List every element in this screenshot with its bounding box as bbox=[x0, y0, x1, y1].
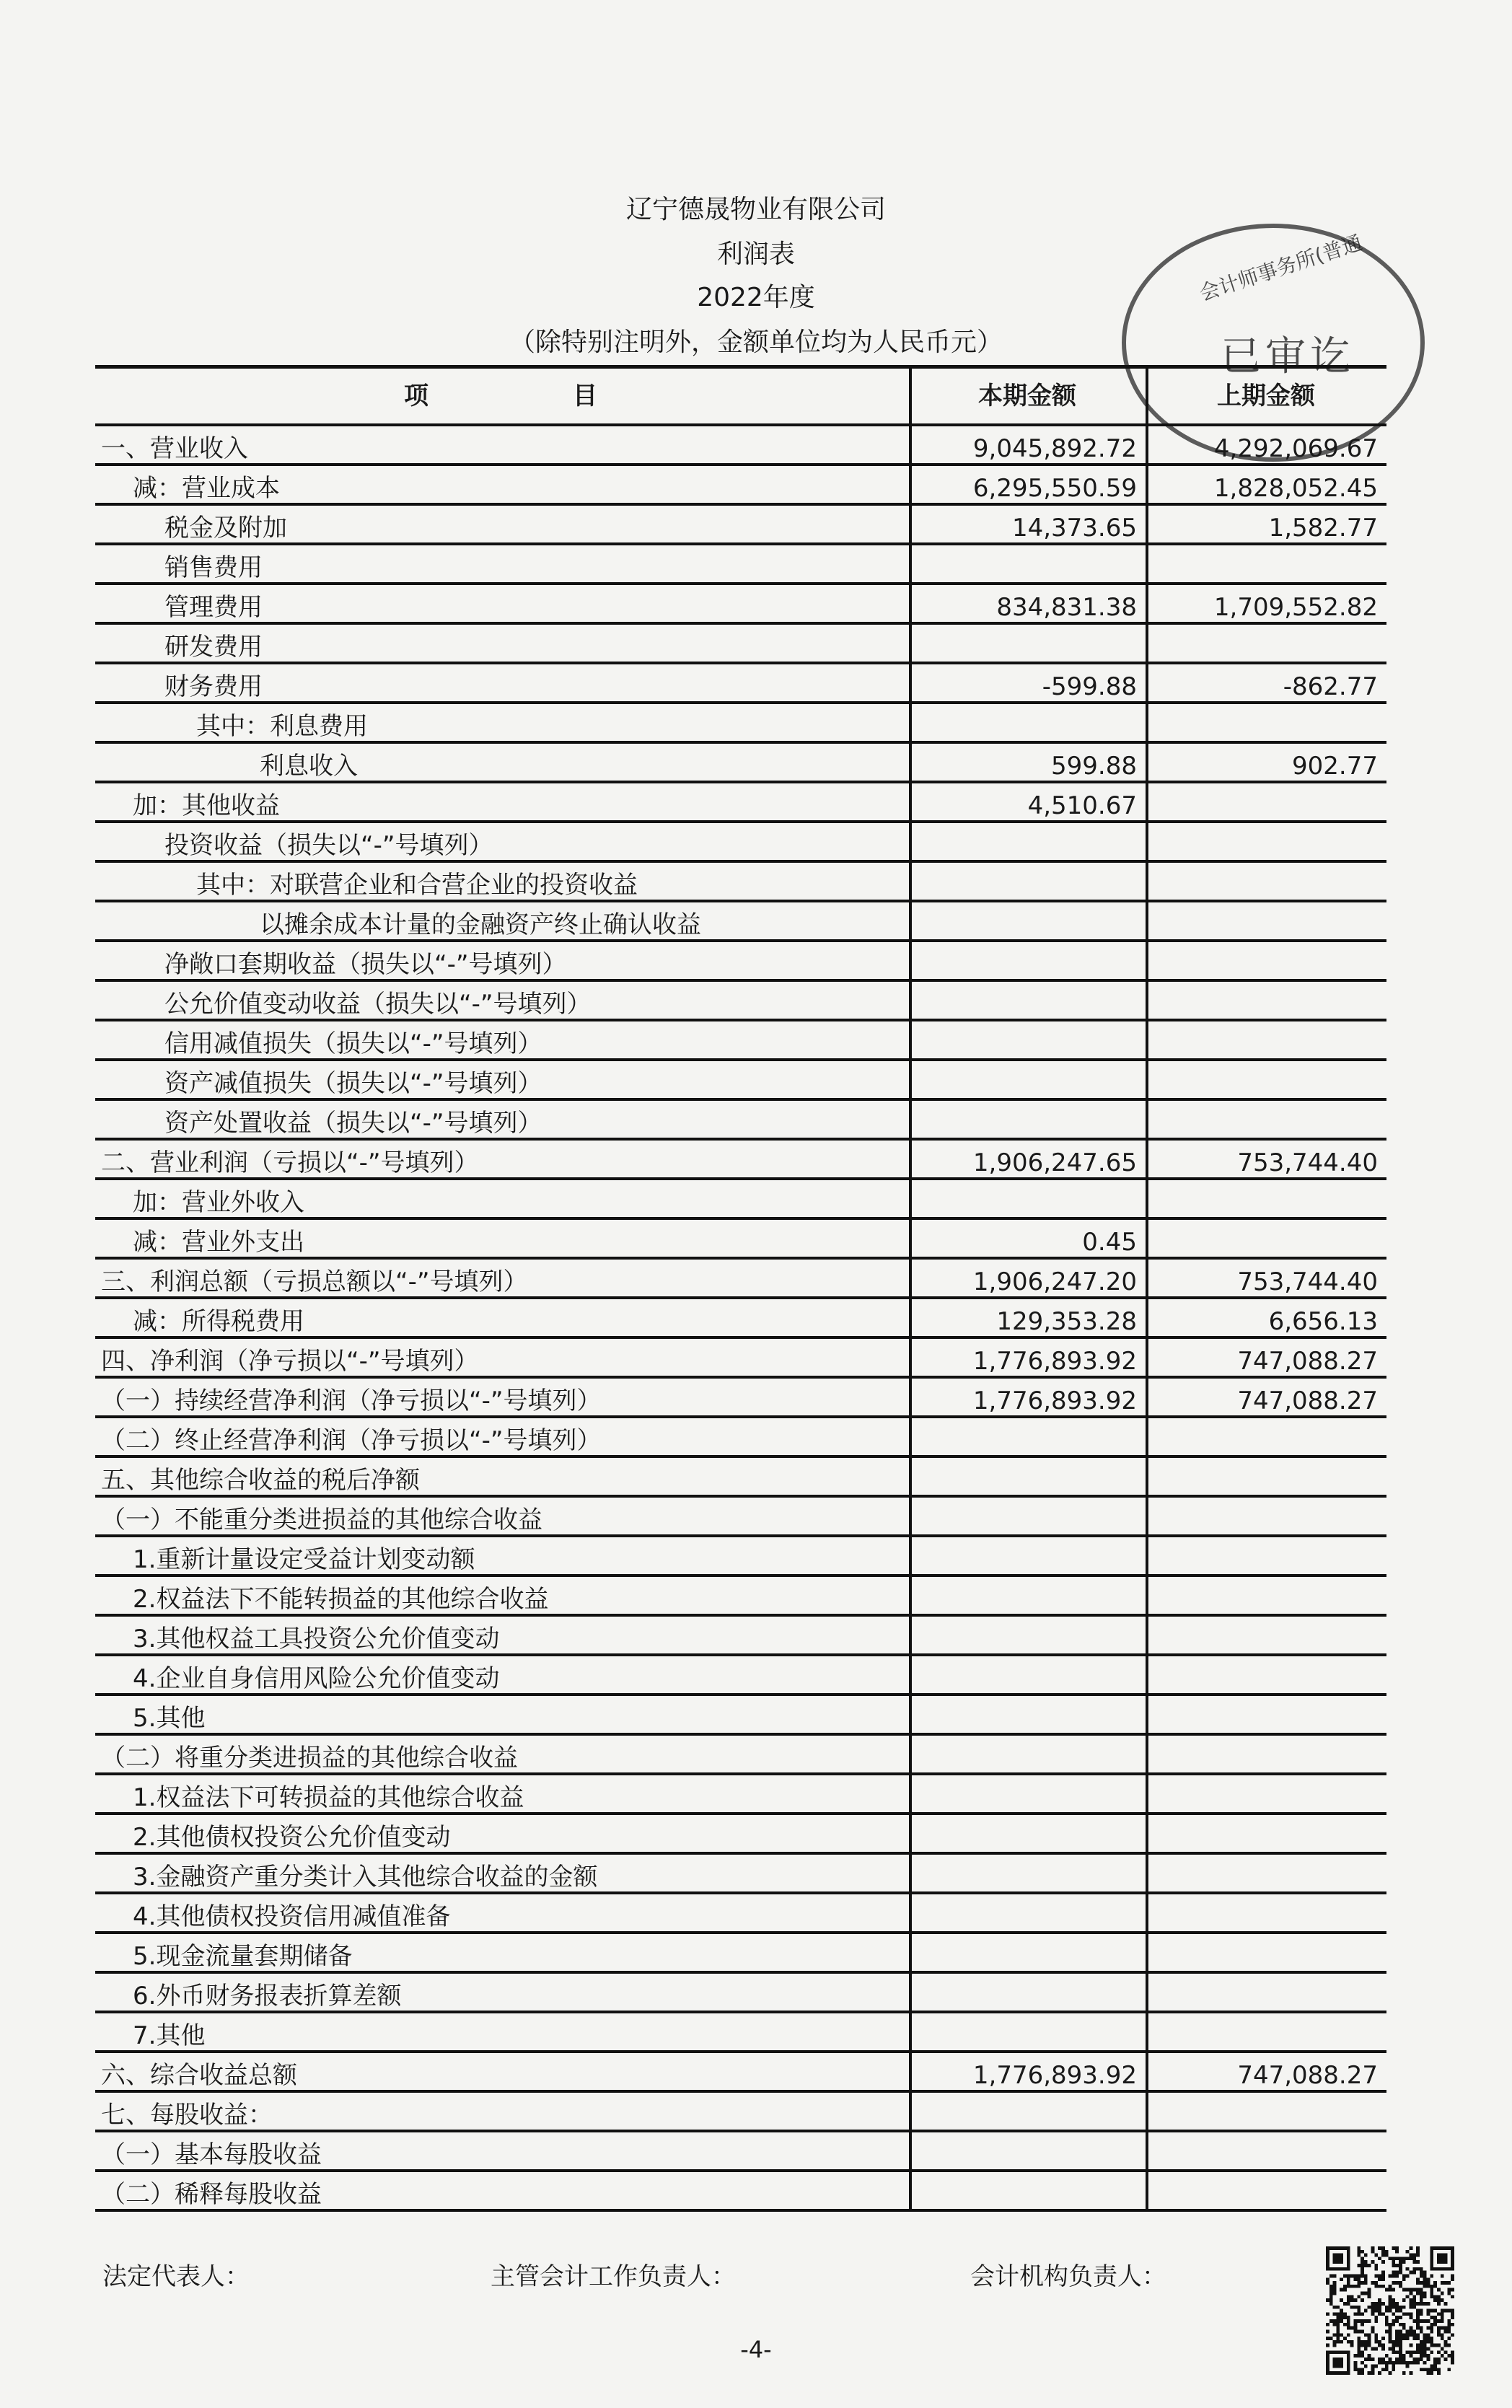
row-previous-amount bbox=[1147, 1695, 1386, 1734]
row-current-amount bbox=[910, 1972, 1147, 2012]
table-row bbox=[95, 1218, 1386, 1258]
table-row bbox=[95, 1774, 1386, 1814]
row-previous-amount bbox=[1147, 2131, 1386, 2171]
table-row bbox=[95, 1179, 1386, 1218]
row-current-amount bbox=[910, 2012, 1147, 2052]
row-current-amount bbox=[910, 1853, 1147, 1893]
row-current-amount bbox=[910, 1020, 1147, 1060]
row-current-amount: 14,373.65 bbox=[910, 504, 1147, 544]
row-label: 资产减值损失（损失以“-”号填列） bbox=[95, 1060, 910, 1099]
row-previous-amount bbox=[1147, 1774, 1386, 1814]
table-row bbox=[95, 703, 1386, 742]
row-label: （一）不能重分类进损益的其他综合收益 bbox=[95, 1496, 910, 1536]
row-current-amount: 6,295,550.59 bbox=[910, 465, 1147, 504]
table-row bbox=[95, 1814, 1386, 1853]
row-previous-amount bbox=[1147, 901, 1386, 941]
table-row bbox=[95, 1933, 1386, 1972]
row-current-amount: 1,776,893.92 bbox=[910, 2052, 1147, 2091]
row-previous-amount: 753,744.40 bbox=[1147, 1258, 1386, 1298]
table-row bbox=[95, 1496, 1386, 1536]
row-label: 七、每股收益： bbox=[95, 2091, 910, 2131]
row-current-amount bbox=[910, 703, 1147, 742]
row-label: 公允价值变动收益（损失以“-”号填列） bbox=[95, 980, 910, 1020]
table-row bbox=[95, 584, 1386, 623]
header-item-a: 项 bbox=[404, 381, 428, 410]
row-current-amount: 834,831.38 bbox=[910, 584, 1147, 623]
table-row bbox=[95, 1258, 1386, 1298]
row-current-amount bbox=[910, 901, 1147, 941]
row-label: 四、净利润（净亏损以“-”号填列） bbox=[95, 1337, 910, 1377]
row-label: 税金及附加 bbox=[95, 504, 910, 544]
row-label: 3.金融资产重分类计入其他综合收益的金额 bbox=[95, 1853, 910, 1893]
table-row bbox=[95, 980, 1386, 1020]
row-previous-amount: 753,744.40 bbox=[1147, 1139, 1386, 1179]
legal-representative-label: 法定代表人： bbox=[102, 2262, 250, 2291]
row-label: 其中：利息费用 bbox=[95, 703, 910, 742]
row-current-amount: 4,510.67 bbox=[910, 782, 1147, 822]
table-row bbox=[95, 2012, 1386, 2052]
row-previous-amount bbox=[1147, 1496, 1386, 1536]
table-row bbox=[95, 623, 1386, 663]
row-previous-amount bbox=[1147, 2012, 1386, 2052]
table-row bbox=[95, 1020, 1386, 1060]
row-current-amount bbox=[910, 1536, 1147, 1576]
row-label: 2.其他债权投资公允价值变动 bbox=[95, 1814, 910, 1853]
row-previous-amount bbox=[1147, 782, 1386, 822]
row-current-amount bbox=[910, 980, 1147, 1020]
table-row bbox=[95, 1695, 1386, 1734]
row-label: 净敞口套期收益（损失以“-”号填列） bbox=[95, 941, 910, 980]
table-body bbox=[95, 425, 1386, 2210]
row-label: 减：所得税费用 bbox=[95, 1298, 910, 1337]
row-previous-amount bbox=[1147, 1060, 1386, 1099]
row-previous-amount: 747,088.27 bbox=[1147, 1377, 1386, 1417]
row-previous-amount: 902.77 bbox=[1147, 742, 1386, 782]
row-label: 2.权益法下不能转损益的其他综合收益 bbox=[95, 1576, 910, 1615]
company-name: 辽宁德晟物业有限公司 bbox=[625, 195, 886, 224]
table-row bbox=[95, 425, 1386, 465]
row-previous-amount bbox=[1147, 1893, 1386, 1933]
row-previous-amount bbox=[1147, 861, 1386, 901]
row-current-amount bbox=[910, 1655, 1147, 1695]
table-row bbox=[95, 1972, 1386, 2012]
row-current-amount bbox=[910, 1695, 1147, 1734]
row-label: 信用减值损失（损失以“-”号填列） bbox=[95, 1020, 910, 1060]
table-row bbox=[95, 941, 1386, 980]
page-number: -4- bbox=[740, 2336, 772, 2363]
row-label: （二）稀释每股收益 bbox=[95, 2171, 910, 2210]
row-current-amount bbox=[910, 2091, 1147, 2131]
row-previous-amount bbox=[1147, 544, 1386, 584]
table-row bbox=[95, 1377, 1386, 1417]
table-row bbox=[95, 2131, 1386, 2171]
row-label: 六、综合收益总额 bbox=[95, 2052, 910, 2091]
table-row bbox=[95, 782, 1386, 822]
row-current-amount: -599.88 bbox=[910, 663, 1147, 703]
row-current-amount: 9,045,892.72 bbox=[910, 425, 1147, 465]
row-previous-amount bbox=[1147, 623, 1386, 663]
table-row bbox=[95, 1893, 1386, 1933]
row-current-amount bbox=[910, 2131, 1147, 2171]
table-row bbox=[95, 1853, 1386, 1893]
row-label: 1.权益法下可转损益的其他综合收益 bbox=[95, 1774, 910, 1814]
row-previous-amount bbox=[1147, 1417, 1386, 1456]
income-statement-table bbox=[95, 365, 1386, 2212]
row-current-amount bbox=[910, 1734, 1147, 1774]
row-current-amount bbox=[910, 822, 1147, 861]
table-row bbox=[95, 504, 1386, 544]
statement-period: 2022年度 bbox=[697, 283, 815, 312]
table-row bbox=[95, 742, 1386, 782]
row-label: 一、营业收入 bbox=[95, 425, 910, 465]
table-row bbox=[95, 1337, 1386, 1377]
accounting-head-label: 主管会计工作负责人： bbox=[491, 2262, 736, 2291]
row-current-amount bbox=[910, 1456, 1147, 1496]
row-previous-amount bbox=[1147, 1020, 1386, 1060]
table-row bbox=[95, 2171, 1386, 2210]
table-header-row bbox=[95, 367, 1386, 425]
row-previous-amount: 1,709,552.82 bbox=[1147, 584, 1386, 623]
row-label: （一）基本每股收益 bbox=[95, 2131, 910, 2171]
row-previous-amount bbox=[1147, 1536, 1386, 1576]
row-label: 研发费用 bbox=[95, 623, 910, 663]
table-row bbox=[95, 1655, 1386, 1695]
row-label: 财务费用 bbox=[95, 663, 910, 703]
row-label: 1.重新计量设定受益计划变动额 bbox=[95, 1536, 910, 1576]
row-current-amount: 129,353.28 bbox=[910, 1298, 1147, 1337]
table-row bbox=[95, 1417, 1386, 1456]
row-previous-amount bbox=[1147, 1655, 1386, 1695]
accounting-dept-head-label: 会计机构负责人： bbox=[970, 2262, 1166, 2291]
row-previous-amount bbox=[1147, 2171, 1386, 2210]
row-current-amount bbox=[910, 1060, 1147, 1099]
row-previous-amount bbox=[1147, 941, 1386, 980]
header-item-b: 目 bbox=[573, 381, 597, 410]
table-row bbox=[95, 822, 1386, 861]
table-row bbox=[95, 1456, 1386, 1496]
row-previous-amount: -862.77 bbox=[1147, 663, 1386, 703]
row-previous-amount: 1,828,052.45 bbox=[1147, 465, 1386, 504]
table-row bbox=[95, 901, 1386, 941]
row-previous-amount bbox=[1147, 703, 1386, 742]
row-previous-amount: 4,292,069.67 bbox=[1147, 425, 1386, 465]
row-current-amount bbox=[910, 2171, 1147, 2210]
row-label: 减：营业外支出 bbox=[95, 1218, 910, 1258]
row-label: 4.其他债权投资信用减值准备 bbox=[95, 1893, 910, 1933]
row-previous-amount: 6,656.13 bbox=[1147, 1298, 1386, 1337]
row-current-amount bbox=[910, 544, 1147, 584]
row-label: 投资收益（损失以“-”号填列） bbox=[95, 822, 910, 861]
row-current-amount: 1,906,247.20 bbox=[910, 1258, 1147, 1298]
row-previous-amount bbox=[1147, 1853, 1386, 1893]
table-row bbox=[95, 1298, 1386, 1337]
row-current-amount bbox=[910, 1417, 1147, 1456]
table-row bbox=[95, 1099, 1386, 1139]
row-current-amount: 1,776,893.92 bbox=[910, 1377, 1147, 1417]
row-previous-amount bbox=[1147, 1933, 1386, 1972]
table-row bbox=[95, 1615, 1386, 1655]
row-previous-amount bbox=[1147, 1576, 1386, 1615]
row-label: 其中：对联营企业和合营企业的投资收益 bbox=[95, 861, 910, 901]
row-previous-amount bbox=[1147, 1615, 1386, 1655]
header-current-period: 本期金额 bbox=[910, 367, 1147, 425]
table-row bbox=[95, 544, 1386, 584]
row-current-amount bbox=[910, 941, 1147, 980]
row-label: 减：营业成本 bbox=[95, 465, 910, 504]
table-row bbox=[95, 1734, 1386, 1774]
row-label: 3.其他权益工具投资公允价值变动 bbox=[95, 1615, 910, 1655]
row-label: 资产处置收益（损失以“-”号填列） bbox=[95, 1099, 910, 1139]
table-row bbox=[95, 861, 1386, 901]
row-current-amount bbox=[910, 1893, 1147, 1933]
table-row bbox=[95, 465, 1386, 504]
row-current-amount bbox=[910, 861, 1147, 901]
row-current-amount bbox=[910, 1774, 1147, 1814]
statement-title: 利润表 bbox=[716, 240, 795, 269]
row-label: 6.外币财务报表折算差额 bbox=[95, 1972, 910, 2012]
row-current-amount: 1,906,247.65 bbox=[910, 1139, 1147, 1179]
row-label: 五、其他综合收益的税后净额 bbox=[95, 1456, 910, 1496]
row-current-amount bbox=[910, 1615, 1147, 1655]
row-label: 5.其他 bbox=[95, 1695, 910, 1734]
row-label: 销售费用 bbox=[95, 544, 910, 584]
header-previous-period: 上期金额 bbox=[1147, 367, 1386, 425]
row-previous-amount bbox=[1147, 980, 1386, 1020]
table-row bbox=[95, 1060, 1386, 1099]
table-row bbox=[95, 1536, 1386, 1576]
row-label: （一）持续经营净利润（净亏损以“-”号填列） bbox=[95, 1377, 910, 1417]
row-label: 三、利润总额（亏损总额以“-”号填列） bbox=[95, 1258, 910, 1298]
row-previous-amount bbox=[1147, 1814, 1386, 1853]
row-previous-amount bbox=[1147, 1972, 1386, 2012]
row-previous-amount: 747,088.27 bbox=[1147, 2052, 1386, 2091]
row-current-amount: 599.88 bbox=[910, 742, 1147, 782]
row-previous-amount bbox=[1147, 1179, 1386, 1218]
row-current-amount bbox=[910, 1814, 1147, 1853]
row-previous-amount bbox=[1147, 2091, 1386, 2131]
row-current-amount bbox=[910, 1933, 1147, 1972]
stamp-center-text: 已审讫 bbox=[1221, 333, 1355, 380]
row-label: 4.企业自身信用风险公允价值变动 bbox=[95, 1655, 910, 1695]
stamp-ring-text: 会计师事务所(普通 bbox=[1196, 230, 1366, 306]
row-current-amount bbox=[910, 1099, 1147, 1139]
row-current-amount bbox=[910, 623, 1147, 663]
row-previous-amount: 1,582.77 bbox=[1147, 504, 1386, 544]
row-label: 加：其他收益 bbox=[95, 782, 910, 822]
row-label: （二）将重分类进损益的其他综合收益 bbox=[95, 1734, 910, 1774]
row-previous-amount bbox=[1147, 1456, 1386, 1496]
row-previous-amount bbox=[1147, 1218, 1386, 1258]
row-current-amount bbox=[910, 1576, 1147, 1615]
row-label: 二、营业利润（亏损以“-”号填列） bbox=[95, 1139, 910, 1179]
currency-note: （除特别注明外，金额单位均为人民币元） bbox=[509, 328, 1003, 357]
row-label: 管理费用 bbox=[95, 584, 910, 623]
row-current-amount: 1,776,893.92 bbox=[910, 1337, 1147, 1377]
row-previous-amount bbox=[1147, 822, 1386, 861]
row-label: 加：营业外收入 bbox=[95, 1179, 910, 1218]
row-label: 7.其他 bbox=[95, 2012, 910, 2052]
row-previous-amount bbox=[1147, 1734, 1386, 1774]
table-row bbox=[95, 1139, 1386, 1179]
row-current-amount: 0.45 bbox=[910, 1218, 1147, 1258]
header-item bbox=[95, 367, 910, 425]
table-row bbox=[95, 2091, 1386, 2131]
table-row bbox=[95, 663, 1386, 703]
row-label: 5.现金流量套期储备 bbox=[95, 1933, 910, 1972]
row-previous-amount: 747,088.27 bbox=[1147, 1337, 1386, 1377]
row-label: 利息收入 bbox=[95, 742, 910, 782]
table-row bbox=[95, 2052, 1386, 2091]
row-current-amount bbox=[910, 1179, 1147, 1218]
row-current-amount bbox=[910, 1496, 1147, 1536]
row-label: 以摊余成本计量的金融资产终止确认收益 bbox=[95, 901, 910, 941]
row-label: （二）终止经营净利润（净亏损以“-”号填列） bbox=[95, 1417, 910, 1456]
row-previous-amount bbox=[1147, 1099, 1386, 1139]
table-row bbox=[95, 1576, 1386, 1615]
